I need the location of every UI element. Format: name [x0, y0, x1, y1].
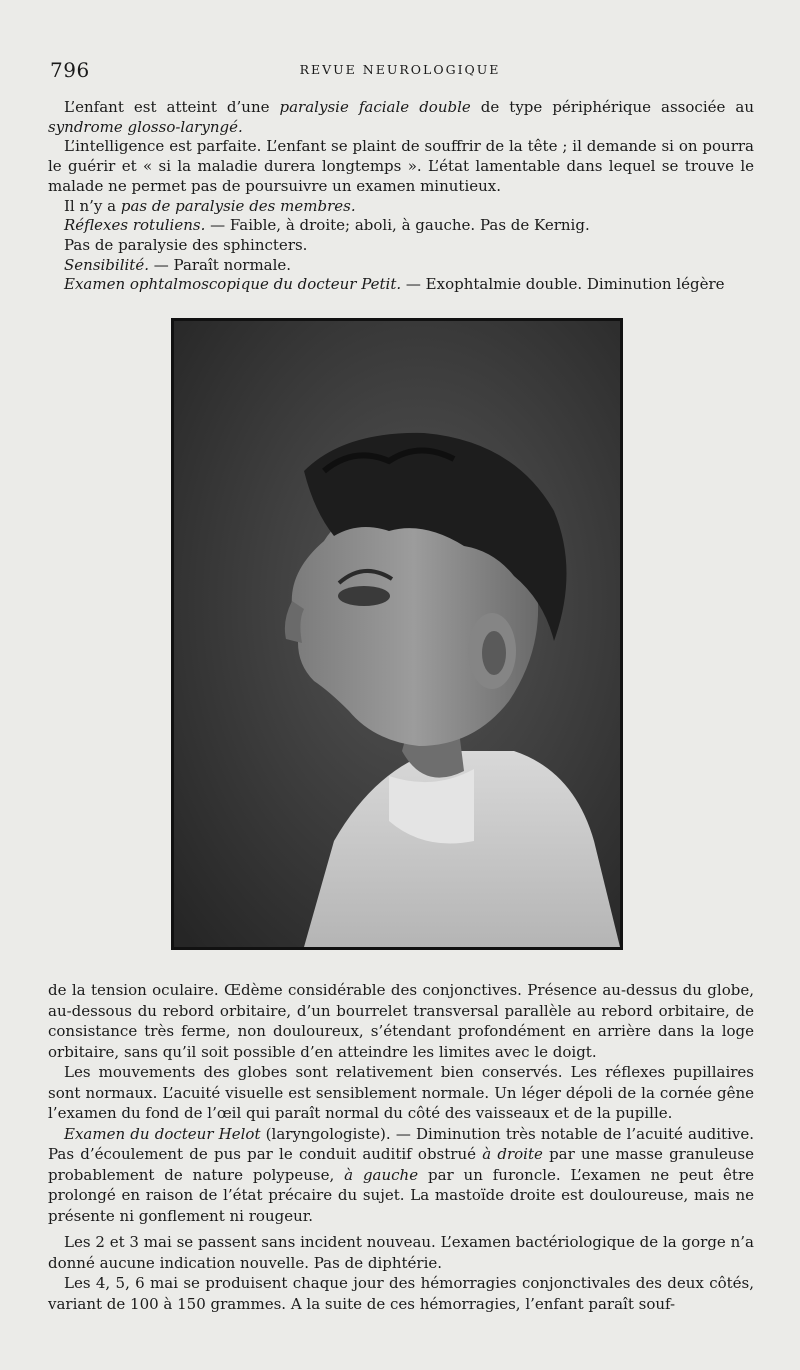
boy-profile-photo [174, 321, 620, 947]
patient-photograph [171, 318, 623, 950]
text-run-italic: paralysie faciale double [279, 98, 471, 116]
text-run: — Faible, à droite; aboli, à gauche. Pas de Kernig. [205, 216, 590, 235]
text-run: de type périphérique associée au [470, 98, 754, 116]
text-run: par une masse granuleuse probablement de nature polypeuse, [48, 1145, 755, 1184]
text-run: — Exophtalmie double. Diminution légère [401, 275, 725, 294]
paragraph-tension: de la tension oculaire. Œdème considérable des conjonctives. Présence au-dessus du globe, au-dessous du rebord orbitaire, d’un bourrelet transversal parallèle au rebord orbitaire, de consistance très ferme, non douloureux, s’étendant profondément en arrière dans la loge orbitaire, sans qu’il soit possible d’en atteindre les limites avec le doigt. [48, 981, 754, 1061]
paragraph-diagnosis [48, 98, 754, 137]
text-run: — Paraît normale. [148, 255, 292, 274]
text-run: (laryngologiste). — Diminution très notable de l’acuité auditive. Pas d’écoulement de pus par le conduit auditif obstrué [48, 1124, 755, 1163]
text-run-italic: Examen du docteur Helot [64, 1124, 261, 1143]
text-block-bottom [48, 980, 754, 1314]
page-header [0, 58, 800, 82]
text-run-italic: à droite [482, 1145, 543, 1163]
paragraph-limbs [48, 197, 754, 217]
text-run-italic: Sensibilité. [64, 255, 149, 274]
text-run: L’enfant est atteint d’une [64, 98, 280, 116]
text-run-italic: Réflexes rotuliens. [64, 216, 206, 235]
text-run-italic: Examen ophtalmoscopique du docteur Petit. [64, 275, 402, 294]
text-run: Il n’y a [64, 196, 121, 215]
text-run-italic: à gauche [344, 1165, 419, 1184]
paragraph-globes: Les mouvements des globes sont relativement bien conservés. Les réflexes pupillaires sont normaux. L’acuité visuelle est sensiblement normale. Un léger dépoli de la cornée gêne l’examen du fond de l’œil qui paraît normal du côté des vaisseaux et de la pupille. [48, 1063, 754, 1122]
text-run-italic: pas de paralysie des membres. [120, 196, 356, 215]
paragraph-helot [48, 1124, 754, 1227]
text-run-italic: syndrome glosso-laryngé. [48, 117, 243, 136]
journal-title: REVUE NEUROLOGIQUE [299, 62, 501, 77]
text-block-top [48, 98, 754, 295]
paragraph-intelligence: L’intelligence est parfaite. L’enfant se plaint de souffrir de la tête ; il demande si on pourra le guérir et « si la maladie durera longtemps ». L’état lamentable dans lequel se trouve le malade ne permet pas de poursuivre un examen minutieux. [48, 137, 754, 195]
paragraph-may-2-3: Les 2 et 3 mai se passent sans incident nouveau. L’examen bactériologique de la gorge n’a donné aucune indication nouvelle. Pas de diphtérie. [48, 1233, 754, 1272]
paragraph-ophthalmoscopy [48, 275, 754, 295]
paragraph-may-4-6: Les 4, 5, 6 mai se produisent chaque jour des hémorragies conjonctivales des deux côtés, variant de 100 à 150 grammes. A la suite de ces hémorragies, l’enfant paraît souf- [48, 1274, 754, 1313]
text-run: par un furoncle. L’examen ne peut être prolongé en raison de l’état précaire du sujet. La mastoïde droite est douloureuse, mais ne présente ni gonflement ni rougeur. [48, 1165, 754, 1225]
paragraph-sphincters: Pas de paralysie des sphincters. [64, 235, 308, 254]
paragraph-reflexes [48, 216, 754, 236]
page-number: 796 [50, 58, 90, 82]
paragraph-sensibility [48, 256, 754, 276]
